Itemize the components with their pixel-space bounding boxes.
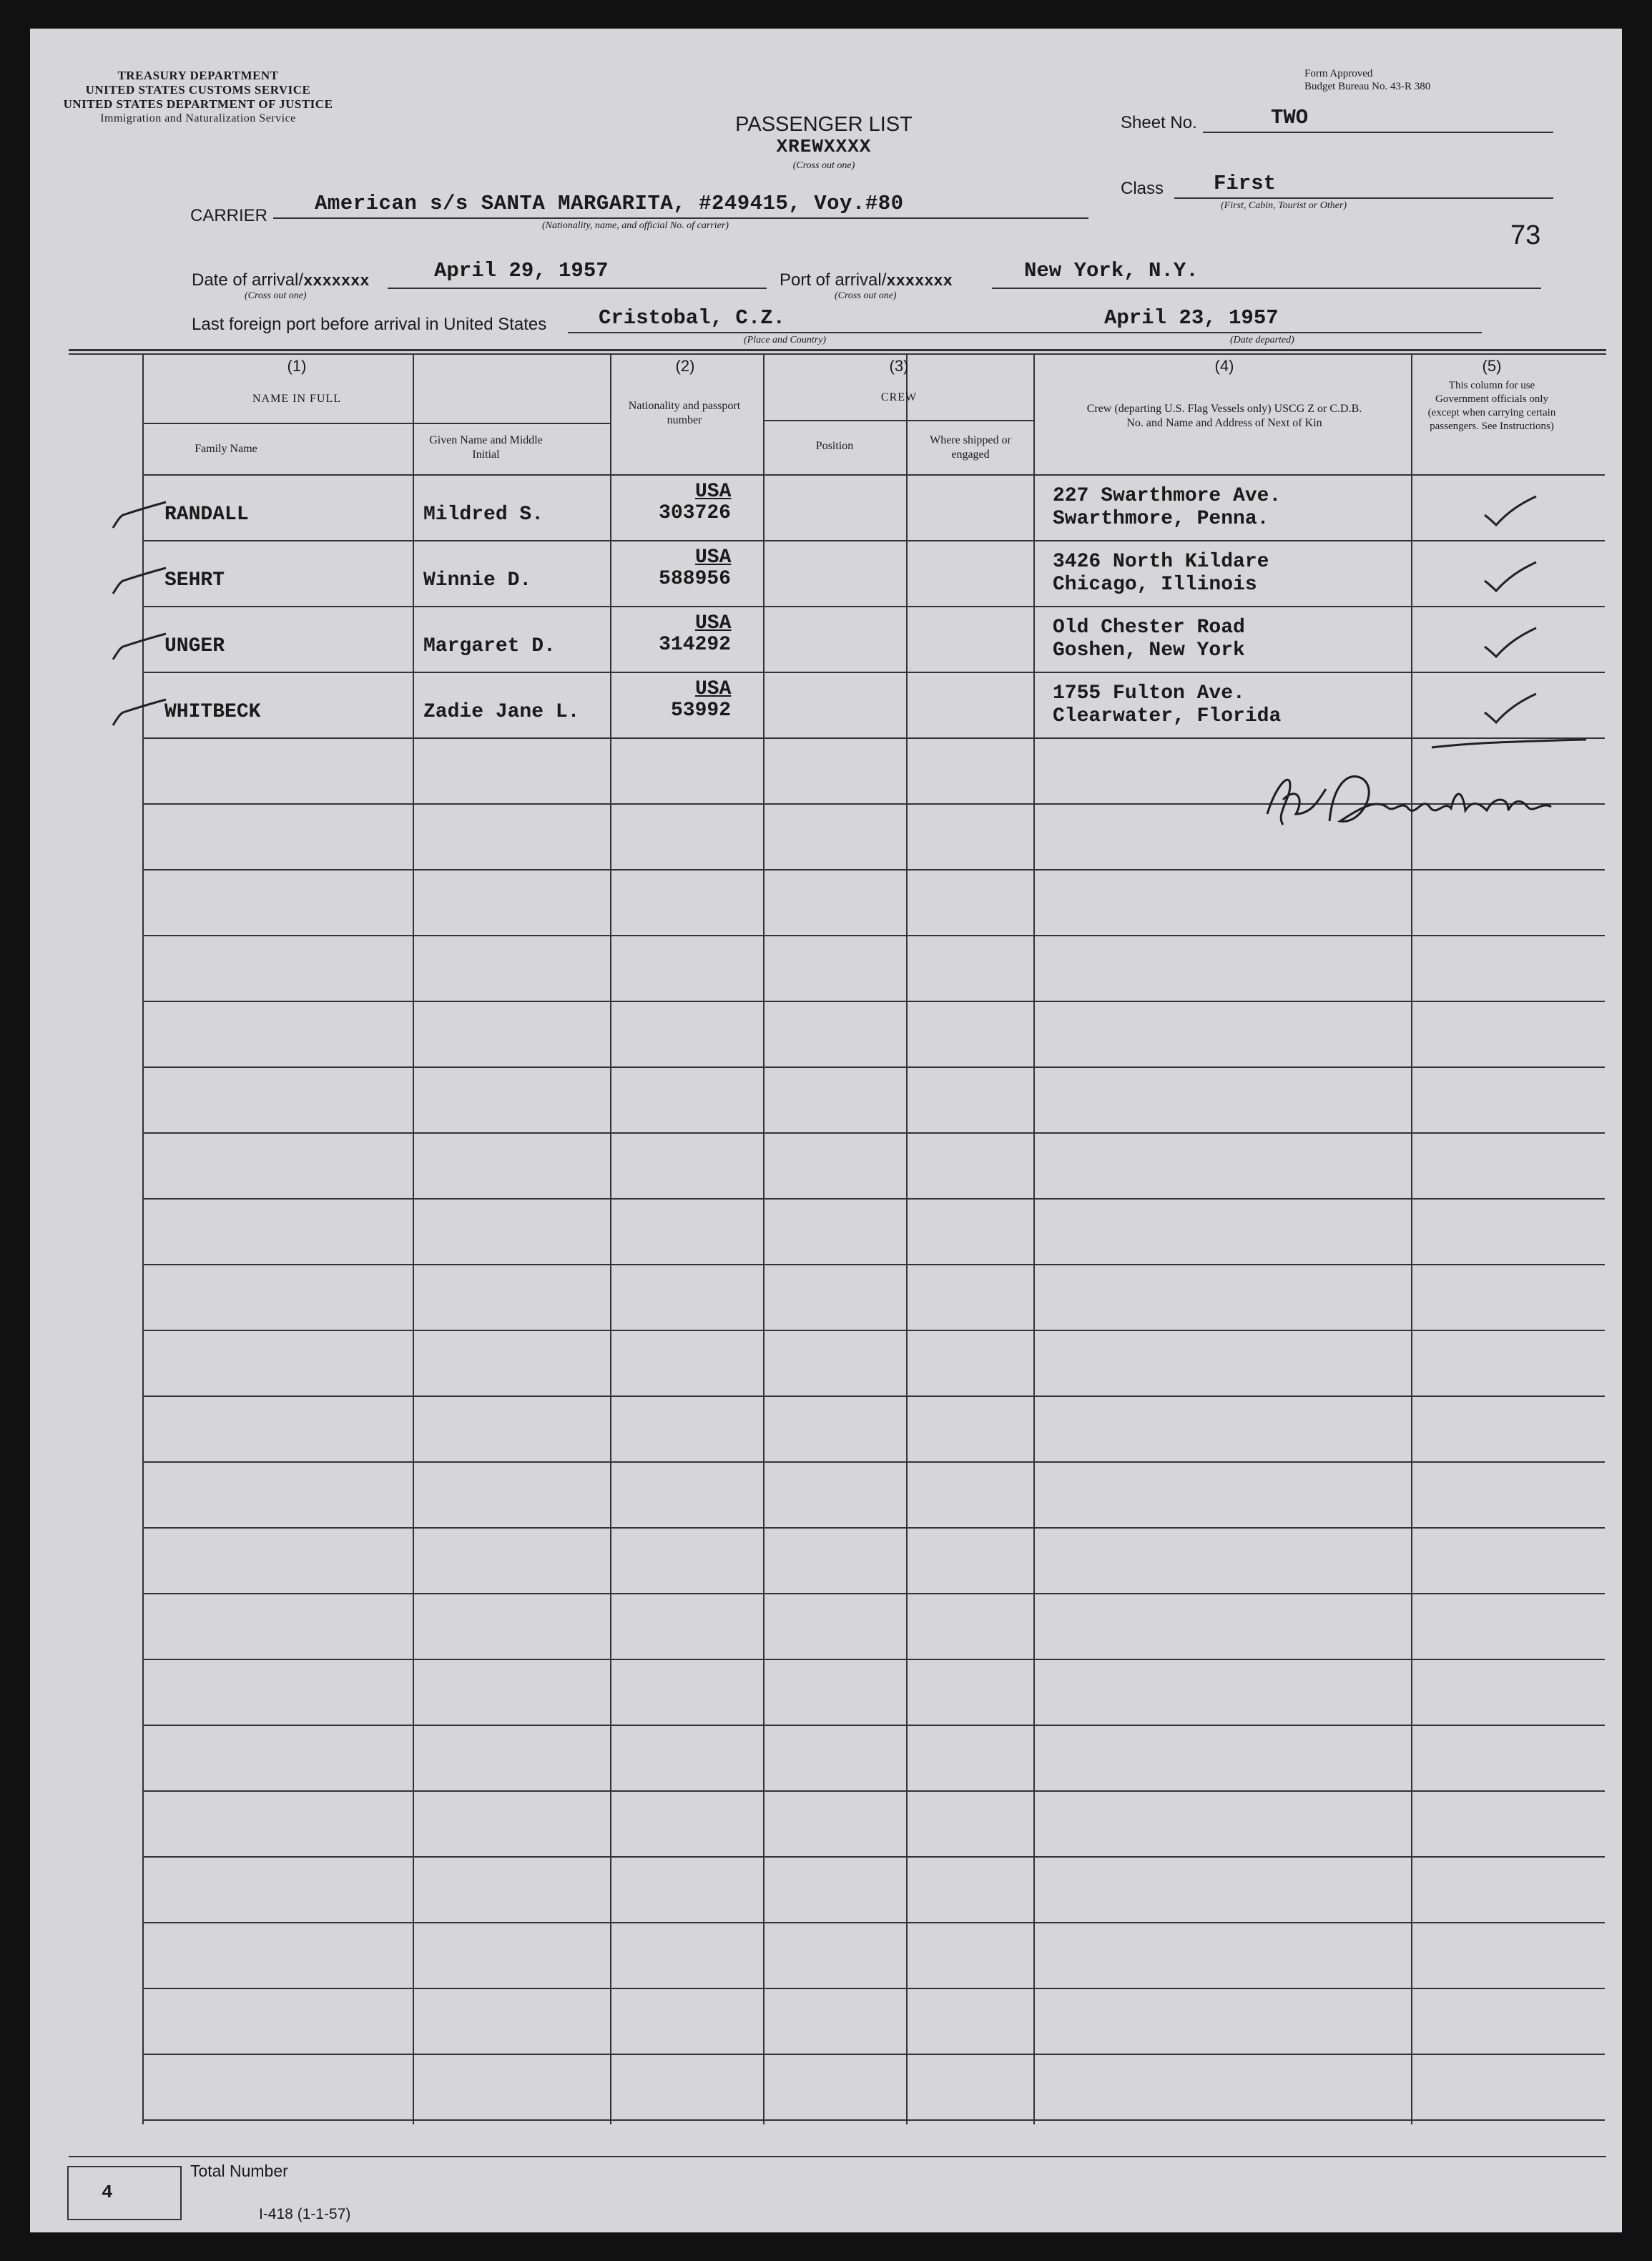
table-row — [143, 541, 1605, 607]
form-number: I-418 (1-1-57) — [259, 2206, 351, 2222]
given-name: Winnie D. — [423, 569, 532, 592]
check-mark-icon — [1482, 625, 1539, 661]
next-of-kin-address-line1: 1755 Fulton Ave. — [1053, 682, 1245, 705]
port-label-text: Port of arrival/ — [780, 270, 887, 290]
agency-line-2: UNITED STATES CUSTOMS SERVICE — [85, 83, 311, 97]
family-name: RANDALL — [164, 504, 249, 526]
form-approved: Form Approved — [1304, 68, 1373, 79]
family-name: SEHRT — [164, 569, 225, 592]
port-struck: xxxxxxx — [886, 273, 953, 290]
passport-number: 588956 — [659, 568, 731, 590]
passenger-list-sheet — [30, 29, 1622, 2232]
carrier-note: (Nationality, name, and official No. of carrier) — [542, 220, 729, 231]
page-title: PASSENGER LIST — [735, 113, 913, 136]
class-label: Class — [1121, 179, 1164, 198]
last-port-value: Cristobal, C.Z. — [599, 306, 786, 330]
tick-mark-icon — [110, 694, 167, 730]
col5-title: This column for use Government officials only (except when carrying certain passengers. See Instructions) — [1427, 380, 1556, 432]
next-of-kin-address-line2: Clearwater, Florida — [1053, 705, 1282, 727]
check-mark-icon — [1482, 691, 1539, 727]
col5-number: (5) — [1482, 357, 1502, 375]
col3-title: CREW — [880, 391, 918, 403]
class-value: First — [1214, 172, 1277, 195]
arrival-date-value: April 29, 1957 — [434, 259, 609, 283]
signature — [1262, 757, 1576, 835]
struck-word: XREWXXXX — [776, 136, 872, 157]
total-box — [67, 2166, 182, 2220]
check-mark-icon — [1482, 559, 1539, 595]
col2-title: Nationality and passport number — [628, 400, 741, 426]
col3-number: (3) — [889, 357, 909, 375]
table-row — [143, 475, 1605, 541]
port-note: (Cross out one) — [835, 290, 897, 301]
last-port-note: (Place and Country) — [744, 335, 827, 345]
tick-mark-icon — [110, 562, 167, 598]
next-of-kin-address-line1: 3426 North Kildare — [1053, 551, 1269, 573]
agency-line-1: TREASURY DEPARTMENT — [117, 69, 279, 82]
passport-number: 303726 — [659, 502, 731, 524]
family-name: UNGER — [164, 635, 225, 657]
where-shipped-header: Where shipped or engaged — [930, 434, 1011, 461]
given-name-header: Given Name and Middle Initial — [429, 434, 543, 461]
check-mark-icon — [1482, 494, 1539, 529]
budget-bureau: Budget Bureau No. 43-R 380 — [1304, 81, 1431, 92]
arrival-date-label-text: Date of arrival/ — [192, 270, 304, 290]
title-cross-out-note: (Cross out one) — [792, 160, 855, 171]
departed-value: April 23, 1957 — [1104, 306, 1279, 330]
agency-line-4: Immigration and Naturalization Service — [100, 112, 296, 124]
agency-line-3: UNITED STATES DEPARTMENT OF JUSTICE — [63, 97, 333, 111]
next-of-kin-address-line1: Old Chester Road — [1053, 617, 1245, 639]
given-name: Margaret D. — [423, 635, 556, 657]
family-name-header: Family Name — [195, 443, 257, 455]
next-of-kin-address-line2: Swarthmore, Penna. — [1053, 508, 1269, 530]
col2-number: (2) — [675, 357, 695, 375]
carrier-label: CARRIER — [190, 206, 268, 225]
next-of-kin-address-line2: Chicago, Illinois — [1053, 574, 1257, 596]
signature-underline — [1430, 737, 1588, 751]
total-value: 4 — [102, 2182, 113, 2203]
given-name: Zadie Jane L. — [423, 701, 580, 723]
arrival-date-struck: xxxxxxx — [303, 273, 370, 290]
col4-number: (4) — [1214, 357, 1234, 375]
tick-mark-icon — [110, 628, 167, 664]
last-port-label: Last foreign port before arrival in United States — [192, 315, 547, 334]
position-header: Position — [815, 440, 854, 452]
col4-title: Crew (departing U.S. Flag Vessels only) USCG Z or C.D.B. No. and Name and Address of Next of Kin — [1086, 403, 1362, 429]
arrival-date-note: (Cross out one) — [245, 290, 307, 301]
nationality: USA — [695, 612, 732, 634]
port-value: New York, N.Y. — [1024, 259, 1199, 283]
carrier-value: American s/s SANTA MARGARITA, #249415, Voy.#80 — [315, 192, 904, 215]
passport-number: 53992 — [670, 700, 731, 722]
class-note: (First, Cabin, Tourist or Other) — [1221, 200, 1347, 211]
tick-mark-icon — [110, 496, 167, 532]
next-of-kin-address-line1: 227 Swarthmore Ave. — [1053, 485, 1282, 507]
family-name: WHITBECK — [164, 701, 261, 723]
page-number: 73 — [1510, 220, 1541, 250]
col1-title: NAME IN FULL — [252, 393, 341, 405]
sheet-label: Sheet No. — [1121, 113, 1197, 132]
table-row — [143, 607, 1605, 672]
nationality: USA — [695, 546, 732, 569]
passport-number: 314292 — [659, 634, 731, 656]
nationality: USA — [695, 481, 732, 503]
col1-number: (1) — [287, 357, 307, 375]
departed-note: (Date departed) — [1230, 335, 1294, 345]
next-of-kin-address-line2: Goshen, New York — [1053, 639, 1245, 662]
nationality: USA — [695, 678, 732, 700]
given-name: Mildred S. — [423, 504, 544, 526]
sheet-value: TWO — [1271, 106, 1309, 129]
table-row — [143, 672, 1605, 738]
total-label: Total Number — [190, 2162, 288, 2180]
